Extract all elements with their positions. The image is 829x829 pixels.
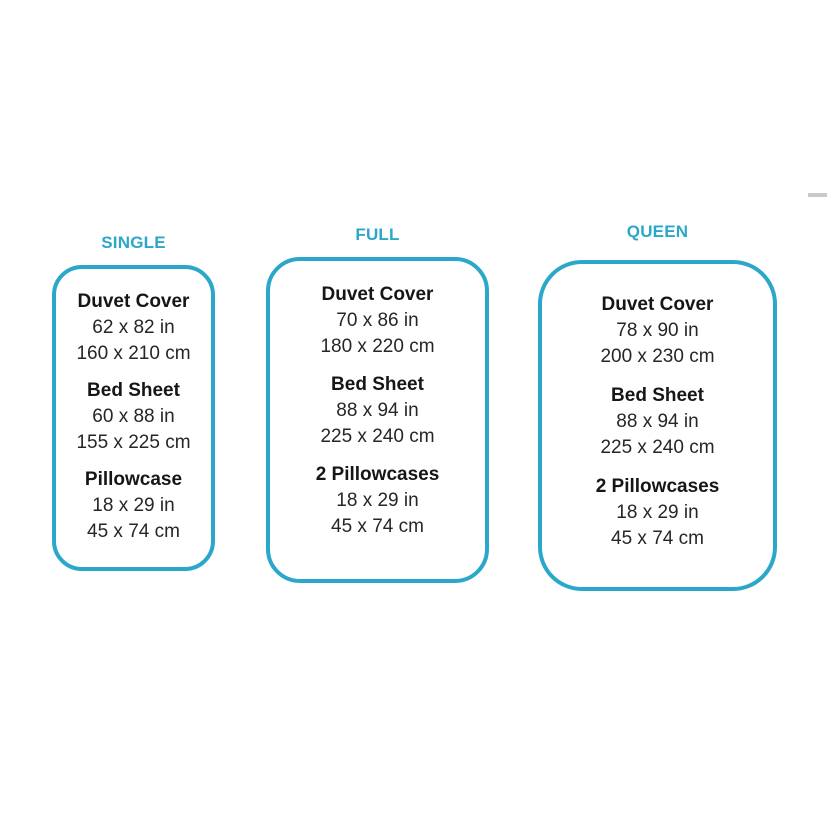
item-size-cm: 155 x 225 cm — [76, 432, 191, 453]
item-name: Bed Sheet — [331, 374, 424, 395]
item-size-inches: 88 x 94 in — [616, 411, 699, 432]
bedding-item-duvet-cover — [320, 282, 434, 360]
item-name: 2 Pillowcases — [315, 464, 440, 485]
item-size-cm: 225 x 240 cm — [600, 437, 715, 458]
bedding-item-bed-sheet — [320, 372, 434, 450]
size-label-queen: QUEEN — [626, 222, 689, 241]
size-card-single — [52, 265, 215, 571]
item-name: Bed Sheet — [87, 380, 180, 401]
item-size-inches: 88 x 94 in — [336, 400, 419, 421]
item-size-cm: 180 x 220 cm — [320, 336, 435, 357]
bedding-item-bed-sheet — [600, 383, 714, 461]
item-size-inches: 18 x 29 in — [616, 502, 699, 523]
bedding-item-pillowcase — [85, 467, 182, 545]
item-size-cm: 200 x 230 cm — [600, 346, 715, 367]
size-card-queen — [538, 260, 777, 591]
item-size-cm: 225 x 240 cm — [320, 426, 435, 447]
item-name: Pillowcase — [84, 469, 183, 490]
item-size-inches: 18 x 29 in — [92, 495, 175, 516]
item-name: Bed Sheet — [611, 385, 704, 406]
item-size-inches: 18 x 29 in — [336, 490, 419, 511]
size-label-single: SINGLE — [101, 233, 166, 252]
size-card-full — [266, 257, 489, 583]
item-size-inches: 70 x 86 in — [336, 310, 419, 331]
item-size-cm: 45 x 74 cm — [611, 528, 704, 549]
item-name: Duvet Cover — [321, 284, 434, 305]
bedding-item-pillowcases — [596, 474, 720, 552]
gray-line-artifact — [808, 193, 827, 197]
bedding-item-duvet-cover — [76, 289, 190, 367]
item-size-cm: 45 x 74 cm — [87, 521, 180, 542]
bedding-item-bed-sheet — [76, 378, 190, 456]
bedding-item-duvet-cover — [600, 292, 714, 370]
item-size-inches: 62 x 82 in — [92, 317, 175, 338]
item-size-cm: 45 x 74 cm — [331, 516, 424, 537]
item-name: Duvet Cover — [77, 291, 190, 312]
item-name: Duvet Cover — [601, 294, 714, 315]
item-size-inches: 60 x 88 in — [92, 406, 175, 427]
item-name: 2 Pillowcases — [595, 476, 720, 497]
size-label-full: FULL — [355, 225, 400, 244]
item-size-cm: 160 x 210 cm — [76, 343, 191, 364]
item-size-inches: 78 x 90 in — [616, 320, 699, 341]
bedding-item-pillowcases — [316, 462, 440, 540]
